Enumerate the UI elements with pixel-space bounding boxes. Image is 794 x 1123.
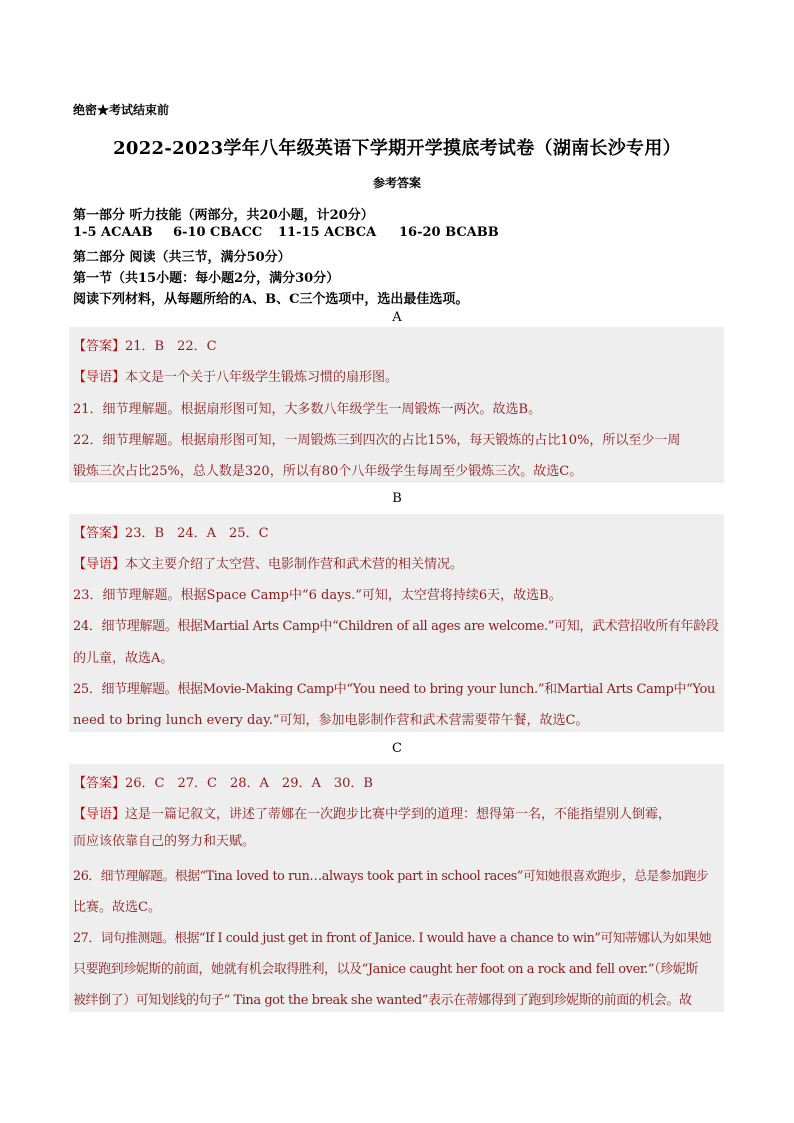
answer-key-16-20: 16-20 BCABB xyxy=(399,225,499,240)
answer-tag: 【答案】 xyxy=(73,526,126,541)
part1-heading: 第一部分 听力技能（两部分，共20小题，计20分） xyxy=(73,208,374,223)
answer-line xyxy=(73,335,720,354)
explanation-line: 比赛。故选C。 xyxy=(73,900,161,915)
section1-heading: 第一节（共15小题：每小题2分，满分30分） xyxy=(73,271,340,286)
guide-line xyxy=(73,803,720,822)
answer-line xyxy=(73,772,720,791)
answer-line xyxy=(73,522,720,541)
explanation-line: 的儿童，故选A。 xyxy=(73,651,174,666)
passage-b-letter: B xyxy=(392,491,402,506)
answer-text: 26．C 27．C 28．A 29．A 30．B xyxy=(125,776,373,791)
explanation-line: 24．细节理解题。根据Martial Arts Camp中“Children of all ages are welcome.”可知，武术营招收所有年龄段 xyxy=(73,619,719,634)
passage-a-letter: A xyxy=(392,310,402,325)
passage-c-letter: C xyxy=(392,741,402,756)
answer-key-1-5: 1-5 ACAAB xyxy=(73,225,153,240)
guide-text: 本文主要介绍了太空营、电影制作营和武术营的相关情况。 xyxy=(125,557,464,572)
answer-tag: 【答案】 xyxy=(73,339,126,354)
answer-tag: 【答案】 xyxy=(73,776,126,791)
page-title: 2022-2023学年八年级英语下学期开学摸底考试卷（湖南长沙专用） xyxy=(113,138,681,159)
reading-instruction: 阅读下列材料，从每题所给的A、B、C三个选项中，选出最佳选项。 xyxy=(73,292,469,307)
explanation-line: 22．细节理解题。根据扇形图可知，一周锻炼三到四次的占比15%，每天锻炼的占比10%，所以至少一周 xyxy=(73,433,681,448)
passage-a-answer-box xyxy=(69,327,724,483)
answer-text: 21．B 22．C xyxy=(125,339,217,354)
answer-text: 23．B 24．A 25．C xyxy=(125,526,269,541)
answer-key-11-15: 11-15 ACBCA xyxy=(278,225,377,240)
explanation-line: 23．细节理解题。根据Space Camp中“6 days.”可知，太空营将持续6天，故选B。 xyxy=(73,588,562,603)
confidential-label: 绝密★考试结束前 xyxy=(73,103,170,117)
guide-tag: 【导语】 xyxy=(73,370,126,385)
explanation-line: 26．细节理解题。根据“Tina loved to run…always took part in school races”可知她很喜欢跑步，总是参加跑步 xyxy=(73,869,709,884)
guide-text: 这是一篇记叙文，讲述了蒂娜在一次跑步比赛中学到的道理：想得第一名，不能指望别人倒霉， xyxy=(125,807,672,822)
passage-c-answer-box xyxy=(69,764,724,1012)
part2-heading: 第二部分 阅读（共三节，满分50分） xyxy=(73,250,291,265)
guide-line xyxy=(73,366,720,385)
explanation-line: 25．细节理解题。根据Movie-Making Camp中“You need to bring your lunch.”和Martial Arts Camp中“You xyxy=(73,682,716,697)
guide-continuation: 而应该依靠自己的努力和天赋。 xyxy=(73,834,256,849)
guide-tag: 【导语】 xyxy=(73,807,126,822)
guide-text: 本文是一个关于八年级学生锻炼习惯的扇形图。 xyxy=(125,370,399,385)
passage-b-answer-box xyxy=(69,514,724,732)
guide-line xyxy=(73,553,720,572)
explanation-line: 21．细节理解题。根据扇形图可知，大多数八年级学生一周锻炼一两次。故选B。 xyxy=(73,402,542,417)
explanation-line: 27．词句推测题。根据“If I could just get in front of Janice. I would have a chance to win”可知蒂娜认为如果她 xyxy=(73,931,712,946)
explanation-line: 只要跑到珍妮斯的前面，她就有机会取得胜利，以及“Janice caught her foot on a rock and fell over.”（珍妮斯 xyxy=(73,962,698,977)
guide-tag: 【导语】 xyxy=(73,557,126,572)
page-subtitle: 参考答案 xyxy=(372,176,421,190)
answer-key-6-10: 6-10 CBACC xyxy=(173,225,263,240)
explanation-line: 被绊倒了）可知划线的句子“ Tina got the break she wanted”表示在蒂娜得到了跑到珍妮斯的前面的机会。故 xyxy=(73,993,692,1008)
explanation-line: 锻炼三次占比25%，总人数是320，所以有80个八年级学生每周至少锻炼三次。故选C。 xyxy=(73,464,583,479)
explanation-line: need to bring lunch every day.”可知，参加电影制作营和武术营需要带午餐，故选C。 xyxy=(73,713,589,728)
